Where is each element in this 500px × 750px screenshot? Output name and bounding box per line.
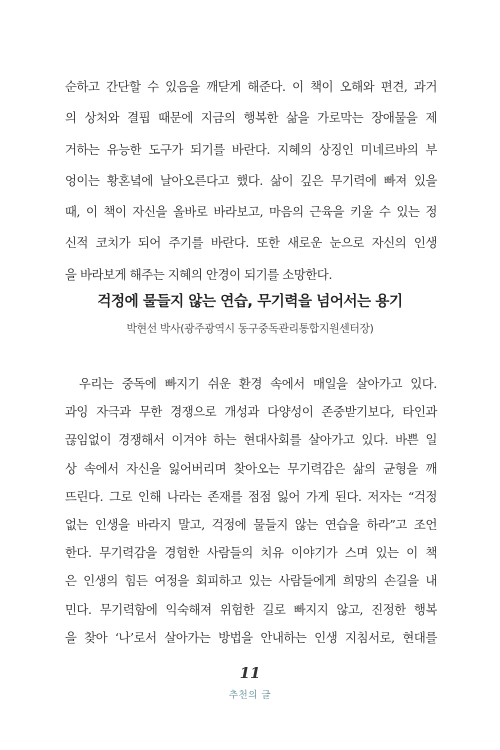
text-line: 의 상처와 결핍 때문에 지금의 행복한 삶을 가로막는 장애물을 제 — [65, 111, 437, 126]
author-byline: 박현선 박사(광주광역시 동구중독관리통합지원센터장) — [126, 322, 374, 335]
text-line: 상 속에서 자신을 잃어버리며 찾아오는 무기력감은 삶의 균형을 깨 — [65, 461, 437, 476]
text-line: 뜨린다. 그로 인해 나라는 존재를 점점 잃어 가게 된다. 저자는 “걱정 — [65, 489, 437, 504]
section-title: 걱정에 물들지 않는 연습, 무기력을 넘어서는 용기 — [97, 294, 403, 310]
bottom-paragraph — [65, 370, 437, 652]
text-line: 순하고 간단할 수 있음을 깨닫게 해준다. 이 책이 오해와 편견, 과거 — [65, 80, 437, 94]
text-line: 한다. 무기력감을 경험한 사람들의 치유 이야기가 스며 있는 이 책 — [65, 546, 437, 561]
text-line: 엉이는 황혼녘에 날아오른다고 했다. 삶이 깊은 무기력에 빠져 있을 — [65, 173, 437, 188]
text-line: 을 찾아 ‘나’로서 살아가는 방법을 안내하는 인생 지침서로, 현대를 — [65, 630, 437, 645]
text-line: 과잉 자극과 무한 경쟁으로 개성과 다양성이 존중받기보다, 타인과 — [65, 405, 437, 420]
page-number: 11 — [239, 664, 261, 682]
text-line: 끊임없이 경쟁해서 이겨야 하는 현대사회를 살아가고 있다. 바쁜 일 — [65, 433, 437, 448]
running-footer-title: 추천의 글 — [228, 690, 272, 701]
top-paragraph — [65, 72, 437, 291]
text-line: 거하는 유능한 도구가 되기를 바란다. 지혜의 상징인 미네르바의 부 — [65, 142, 437, 157]
text-line: 때, 이 책이 자신을 올바로 바라보고, 마음의 근육을 키울 수 있는 정 — [65, 205, 437, 220]
text-line: 민다. 무기력함에 익숙해져 위험한 길로 빠지지 않고, 진정한 행복 — [65, 602, 437, 617]
text-line: 우리는 중독에 빠지기 쉬운 환경 속에서 매일을 살아가고 있다. — [79, 377, 437, 391]
text-line: 을 바라보게 해주는 지혜의 안경이 되기를 소망한다. — [65, 267, 333, 282]
text-line: 없는 인생을 바라지 말고, 걱정에 물들지 않는 연습을 하라”고 조언 — [65, 517, 437, 532]
text-line: 신적 코치가 되어 주기를 바란다. 또한 새로운 눈으로 자신의 인생 — [65, 236, 437, 251]
text-line: 은 인생의 힘든 여정을 회피하고 있는 사람들에게 희망의 손길을 내 — [65, 574, 437, 589]
